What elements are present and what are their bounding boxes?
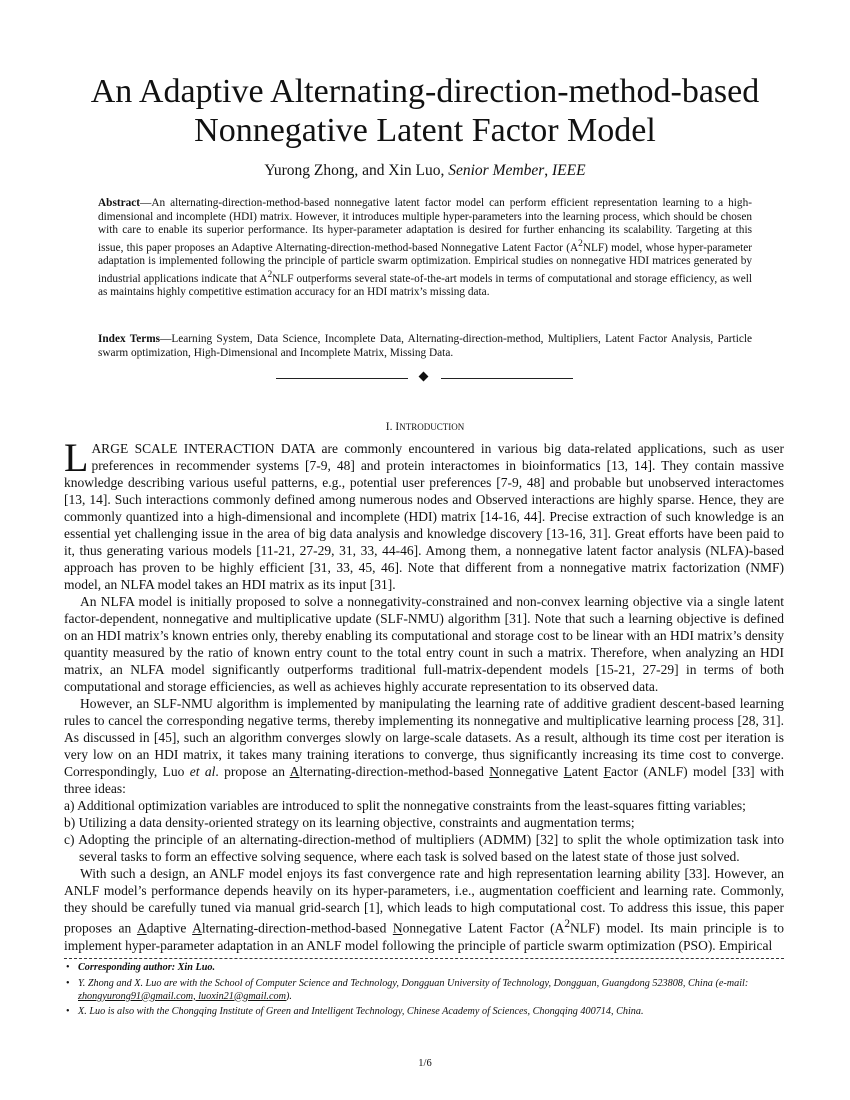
section-numeral: I. [385, 421, 396, 433]
abstract [98, 197, 752, 300]
bullet-icon: • [66, 977, 70, 989]
bullet-icon: • [66, 962, 70, 973]
underlined-initial: L [563, 764, 572, 779]
diamond-icon [419, 372, 429, 382]
title-line-1: An Adaptive Alternating-direction-method-based [90, 73, 760, 110]
drop-cap: L [64, 435, 89, 480]
separator-line-left [276, 378, 408, 379]
paragraph-1 [64, 435, 784, 593]
abstract-text-2: NLF) model, whose hyper-parameter adaptation is implemented following the principle of particle swarm optimization. Empirical studies on nonnegative HDI matrices generated by industrial applications indicate that A [98, 241, 753, 285]
body-text [64, 435, 785, 954]
paragraph-4 [64, 865, 784, 954]
author-org: IEEE [552, 162, 586, 179]
underlined-initial: A [192, 920, 202, 936]
footnote-2-text-b: ). [285, 990, 292, 1002]
footnote-3-text: X. Luo is also with the Chongqing Institute of Green and Intelligent Technology, Chinese Academy of Sciences, Chongqing 400714, China. [78, 1006, 644, 1018]
abstract-label: Abstract [98, 197, 141, 209]
underlined-initial: N [489, 764, 499, 779]
page-number: 1/6 [418, 1058, 432, 1069]
author-line [60, 162, 790, 180]
bullet-icon: • [66, 1006, 70, 1018]
paragraph-3-text-b: . propose an [215, 764, 290, 779]
underlined-initial: N [392, 920, 403, 936]
abstract-superscript-2: 2 [267, 269, 273, 280]
section-separator [0, 368, 850, 388]
paragraph-4-text-d: onnegative Latent Factor (A [402, 920, 565, 936]
author-names: Yurong Zhong, and Xin Luo, [264, 162, 449, 179]
paragraph-2: An NLFA model is initially proposed to solve a nonnegativity-constrained and non-convex learning objective via a single latent factor-dependent, nonnegative and multiplicative update (SLF-NMU) algorithm [31]. Note that such a learning objective is defined on an HDI matrix’s known entries only, thereby enabling its computational and storage cost to be linear with an HDI matrix’s density quantity measured by the ratio of known entry count to the total entry count in such a matrix. Therefore, when analyzing an HDI matrix, an NLFA model significantly outperforms traditional full-matrix-dependent models [15-21, 27-29] in terms of both computational and storage efficiencies, as well as achieves highly accurate representation to its observed data. [64, 594, 784, 694]
footnote-2-text-a: Y. Zhong and X. Luo are with the School of Computer Science and Technology, Dongguan University of Technology, Dongguan, Guangdong 523808, China (e-mail: [78, 977, 749, 989]
paragraph-4-text-a: With such a design, an ANLF model enjoys its fast convergence rate and high representation learning ability [33]. However, an ANLF model’s performance depends heavily on its hyper-parameters, i.e., augmentation coefficient and learning rate. Commonly, they should be carefully tuned via manual grid-search [1], which leads to high computational cost. To address this issue, this paper proposes an [64, 866, 784, 936]
paragraph-3-text-a: However, an SLF-NMU algorithm is implemented by manipulating the learning rate of additive gradient descent-based learning rules to cancel the corresponding negative terms, thereby implementing its nonnegative and multiplicative learning process [28, 31]. As discussed in [45], such an algorithm converges slowly on large-scale datasets. As a result, although its time cost per iteration is very low on an HDI matrix, it takes many training iterations to converge, thus significantly increasing its time cost to converge. Correspondingly, Luo [64, 696, 784, 779]
abstract-text-1: —An alternating-direction-method-based nonnegative latent factor model can perform efficient representation learning to a high-dimensional and incomplete (HDI) matrix. However, it introduces multiple hyper-parameters into the learning process, which should be chosen with care to enable its superior performance. Its hyper-parameter adaptation is desired for further enhancing its scalability. Targeting at this issue, this paper proposes an Adaptive Alternating-direction-method-based Nonnegative Latent Factor (A [98, 197, 752, 254]
section-heading [60, 420, 790, 434]
paragraph-4-text-c: lternating-direction-method-based [201, 920, 393, 936]
paper-title [60, 72, 790, 150]
index-terms [98, 333, 752, 360]
index-terms-label: Index Terms [98, 333, 161, 345]
underlined-initial: A [289, 764, 300, 779]
footnote-1-text: Corresponding author: Xin Luo. [78, 962, 216, 973]
email-link[interactable]: zhongyurong91@gmail.com, luoxin21@gmail.com [78, 990, 286, 1002]
footnotes [66, 962, 782, 1022]
paragraph-3-text-f: actor (ANLF) model [33] with three ideas: [64, 764, 785, 796]
paragraph-1-text: ARGE SCALE INTERACTION DATA are commonly encountered in various big data-related applications, such as user preferences in recommender systems [7-9, 48] and protein interactomes in bioinformatics [13, 14]. They contain massive knowledge describing various useful patterns, e.g., potential user preferences [7-9, 48] and probable but unobserved interactomes [13, 14]. Such interactions commonly defined among numerous nodes and Observed interactions are highly sparse. Hence, they are commonly quantized into a high-dimensional and incomplete (HDI) matrix [14-16, 44]. Precise extraction of such knowledge is an essential yet challenging issue in the area of big data analysis and knowledge discovery [13-16, 31]. Great efforts have been paid to it, thus generating various models [11-21, 27-29, 31, 33, 44-46]. Among them, a nonnegative latent factor analysis (NLFA)-based approach has proven to be highly efficient [31, 33, 45, 46]. Note that different from a nonnegative matrix factorization (NMF) model, an NLFA model takes an HDI matrix as its input [31]. [64, 441, 784, 592]
et-al: et al [189, 764, 216, 779]
title-line-2: Nonnegative Latent Factor Model [194, 112, 656, 149]
paragraph-4-text-b: daptive [146, 920, 193, 936]
footnote-rule [64, 958, 784, 959]
author-role: Senior Member [448, 162, 545, 179]
section-head-initial: I [395, 421, 400, 433]
paragraph-3-text-d: onnegative [499, 764, 564, 779]
underlined-initial: F [603, 764, 612, 779]
list-item-b: b) Utilizing a data density-oriented strategy on its learning objective, constraints and augmentation terms; [64, 815, 635, 830]
superscript: 2 [564, 918, 571, 930]
footnote-2 [66, 978, 782, 1004]
footnote-1 [66, 962, 782, 975]
list-item-c: c) Adopting the principle of an alternating-direction-method of multipliers (ADMM) [32] to split the whole optimization task into several tasks to form an effective solving sequence, where each task is solved based on the latest state of those just solved. [64, 832, 784, 864]
index-terms-text: —Learning System, Data Science, Incomplete Data, Alternating-direction-method, Multipliers, Latent Factor Analysis, Particle swarm optimization, High-Dimensional and Incomplete Matrix, Missing Data. [98, 333, 752, 359]
abstract-text-3: NLF outperforms several state-of-the-art models in terms of computational and storage efficiency, as well as maintains highly competitive estimation accuracy for an HDI matrix’s missing data. [98, 272, 752, 299]
paragraph-4-text-e: NLF) model. Its main principle is to implement hyper-parameter adaptation in an ANLF model following the principle of particle swarm optimization (PSO). Empirical [64, 920, 784, 953]
paragraph-3-text-c: lternating-direction-method-based [299, 764, 490, 779]
author-separator: , [544, 162, 552, 179]
separator-line-right [441, 378, 573, 379]
abstract-superscript-1: 2 [578, 238, 583, 249]
underlined-initial: A [136, 920, 147, 936]
footnote-3 [66, 1006, 782, 1019]
paragraph-3 [64, 695, 784, 797]
paragraph-3-text-e: atent [571, 764, 604, 779]
list-item-a: a) Additional optimization variables are introduced to split the nonnegative constraints from the least-squares fitting variables; [64, 798, 746, 813]
section-head-rest: NTRODUCTION [399, 422, 465, 432]
